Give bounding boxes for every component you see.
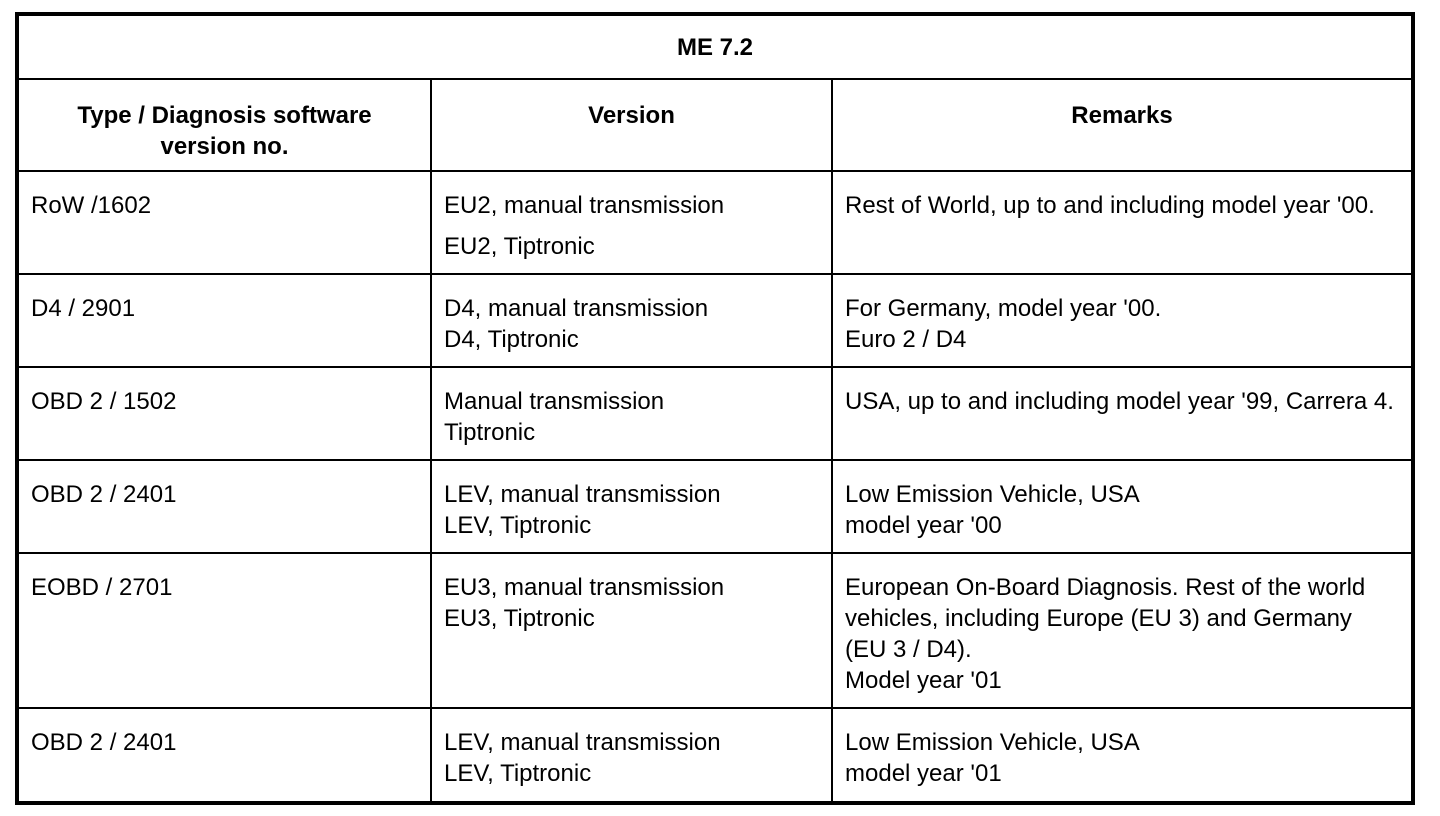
version-line: LEV, manual transmission [444, 481, 721, 508]
cell-type: OBD 2 / 2401 [19, 708, 431, 802]
cell-remarks [832, 274, 1411, 367]
version-line: Manual transmission [444, 388, 665, 415]
cell-remarks [832, 171, 1411, 274]
header-version: Version [431, 79, 832, 171]
header-remarks: Remarks [832, 79, 1411, 171]
remarks-line: Euro 2 / D4 [845, 326, 967, 353]
version-line: EU3, manual transmission [444, 574, 725, 601]
cell-version [431, 171, 832, 274]
version-line: EU2, manual transmission [444, 192, 725, 219]
version-line: LEV, Tiptronic [444, 760, 592, 787]
cell-version [431, 553, 832, 708]
header-type [19, 79, 431, 171]
remarks-line: For Germany, model year '00. [845, 295, 1162, 322]
table-header-row [19, 79, 1411, 171]
cell-version [431, 708, 832, 802]
cell-remarks [832, 460, 1411, 553]
remarks-line: Rest of World, up to and including model year '00. [845, 192, 1375, 219]
version-line: Tiptronic [444, 419, 536, 446]
table-row [19, 274, 1411, 367]
version-line: LEV, manual transmission [444, 729, 721, 756]
remarks-line: Low Emission Vehicle, USA [845, 481, 1140, 508]
cell-remarks [832, 553, 1411, 708]
cell-version [431, 274, 832, 367]
table-row [19, 708, 1411, 802]
header-type-label: Type / Diagnosis software version no. [77, 102, 372, 160]
table-title-row [19, 16, 1411, 79]
me72-table-frame [15, 12, 1415, 805]
version-line: D4, manual transmission [444, 295, 709, 322]
cell-type: OBD 2 / 1502 [19, 367, 431, 460]
cell-version [431, 367, 832, 460]
table-row [19, 171, 1411, 274]
cell-remarks [832, 708, 1411, 802]
version-line: LEV, Tiptronic [444, 512, 592, 539]
cell-type: EOBD / 2701 [19, 553, 431, 708]
cell-type: OBD 2 / 2401 [19, 460, 431, 553]
table-row [19, 367, 1411, 460]
remarks-line: Low Emission Vehicle, USA [845, 729, 1140, 756]
remarks-line: model year '00 [845, 512, 1002, 539]
me72-version-table [19, 16, 1411, 802]
remarks-line: model year '01 [845, 760, 1002, 787]
version-line: D4, Tiptronic [444, 326, 579, 353]
cell-remarks [832, 367, 1411, 460]
table-title: ME 7.2 [19, 16, 1411, 79]
remarks-line: European On-Board Diagnosis. Rest of the world vehicles, including Europe (EU 3) and Germany (EU 3 / D4). [845, 574, 1366, 663]
cell-type: RoW /1602 [19, 171, 431, 274]
cell-type: D4 / 2901 [19, 274, 431, 367]
version-line: EU3, Tiptronic [444, 605, 595, 632]
remarks-line: USA, up to and including model year '99, Carrera 4. [845, 388, 1394, 415]
version-line: EU2, Tiptronic [444, 233, 595, 260]
remarks-line: Model year '01 [845, 667, 1002, 694]
cell-version [431, 460, 832, 553]
table-row [19, 553, 1411, 708]
table-row [19, 460, 1411, 553]
